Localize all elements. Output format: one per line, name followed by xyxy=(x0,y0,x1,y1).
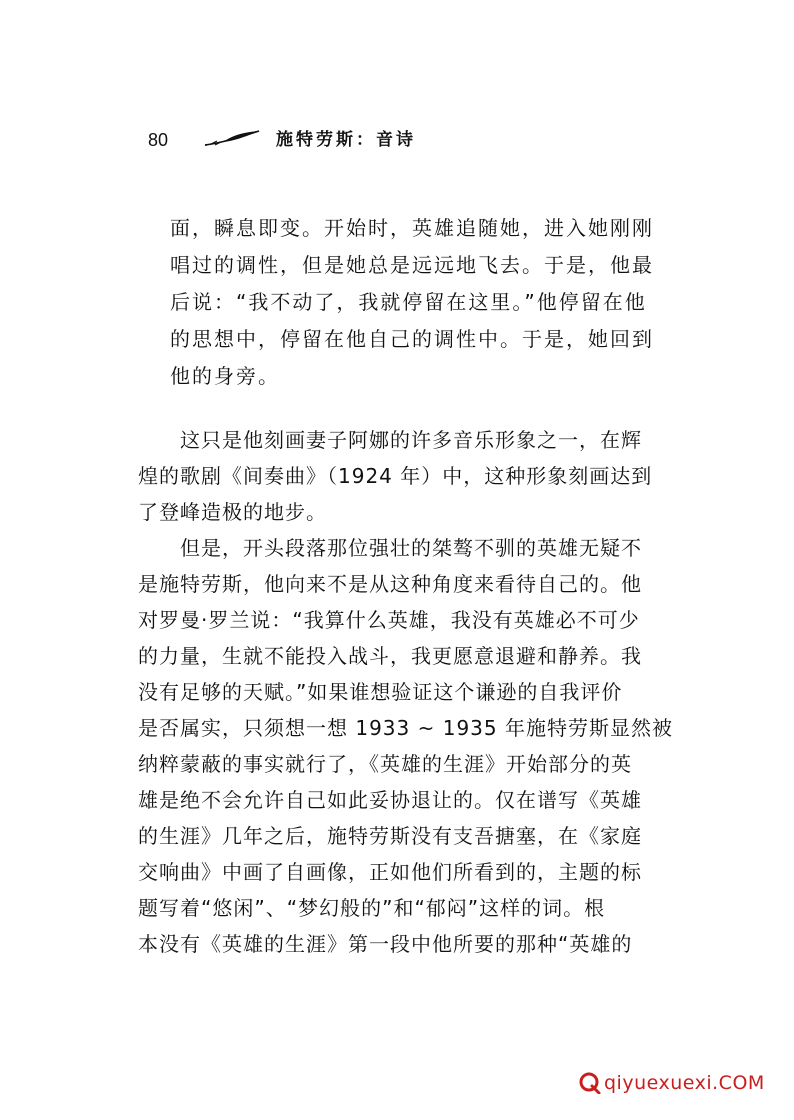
page-number: 80 xyxy=(148,130,169,150)
quote-line: 唱过的调性，但是她总是远远地飞去。于是，他最 xyxy=(170,253,654,277)
quote-line: 后说：“我不动了，我就停留在这里。”他停留在他 xyxy=(170,290,647,314)
watermark xyxy=(578,1068,778,1098)
body-line: 了登峰造极的地步。 xyxy=(138,500,327,524)
body-line: 是施特劳斯，他向来不是从这种角度来看待自己的。他 xyxy=(138,572,642,596)
quote-line: 他的身旁。 xyxy=(170,364,280,388)
body-line: 纳粹蒙蔽的事实就行了，《英雄的生涯》开始部分的英 xyxy=(138,752,632,776)
body-line: 交响曲》中画了自画像，正如他们所看到的，主题的标 xyxy=(138,860,642,884)
body-line: 但是，开头段落那位强壮的桀骜不驯的英雄无疑不 xyxy=(138,536,642,560)
body-line: 题写着“悠闲”、“梦幻般的”和“郁闷”这样的词。根 xyxy=(138,896,606,920)
page-header xyxy=(148,128,648,152)
running-title: 施特劳斯：音诗 xyxy=(276,130,416,150)
body-line: 雄是绝不会允许自己如此妥协退让的。仅在谱写《英雄 xyxy=(138,788,642,812)
body-line: 对罗曼·罗兰说：“我算什么英雄，我没有英雄必不可少 xyxy=(138,608,640,632)
body-line: 本没有《英雄的生涯》第一段中他所要的那种“英雄的 xyxy=(138,932,633,956)
quote-block xyxy=(170,210,690,395)
quill-ornament-icon xyxy=(203,128,261,150)
body-line: 煌的歌剧《间奏曲》（1924 年）中，这种形象刻画达到 xyxy=(138,464,653,488)
watermark-text: qiyuexuexi.COM xyxy=(604,1072,765,1094)
body-line: 是否属实，只须想一想 1933 ~ 1935 年施特劳斯显然被 xyxy=(138,716,673,740)
body-text xyxy=(138,422,698,962)
body-line: 没有足够的天赋。”如果谁想验证这个谦逊的自我评价 xyxy=(138,680,623,704)
body-line: 的生涯》几年之后，施特劳斯没有支吾搪塞，在《家庭 xyxy=(138,824,642,848)
q-logo-icon xyxy=(578,1072,602,1094)
body-line: 的力量，生就不能投入战斗，我更愿意退避和静养。我 xyxy=(138,644,642,668)
quote-line: 的思想中，停留在他自己的调性中。于是，她回到 xyxy=(170,327,654,351)
body-line: 这只是他刻画妻子阿娜的许多音乐形象之一，在辉 xyxy=(138,428,642,452)
quote-line: 面，瞬息即变。开始时，英雄追随她，进入她刚刚 xyxy=(170,216,654,240)
